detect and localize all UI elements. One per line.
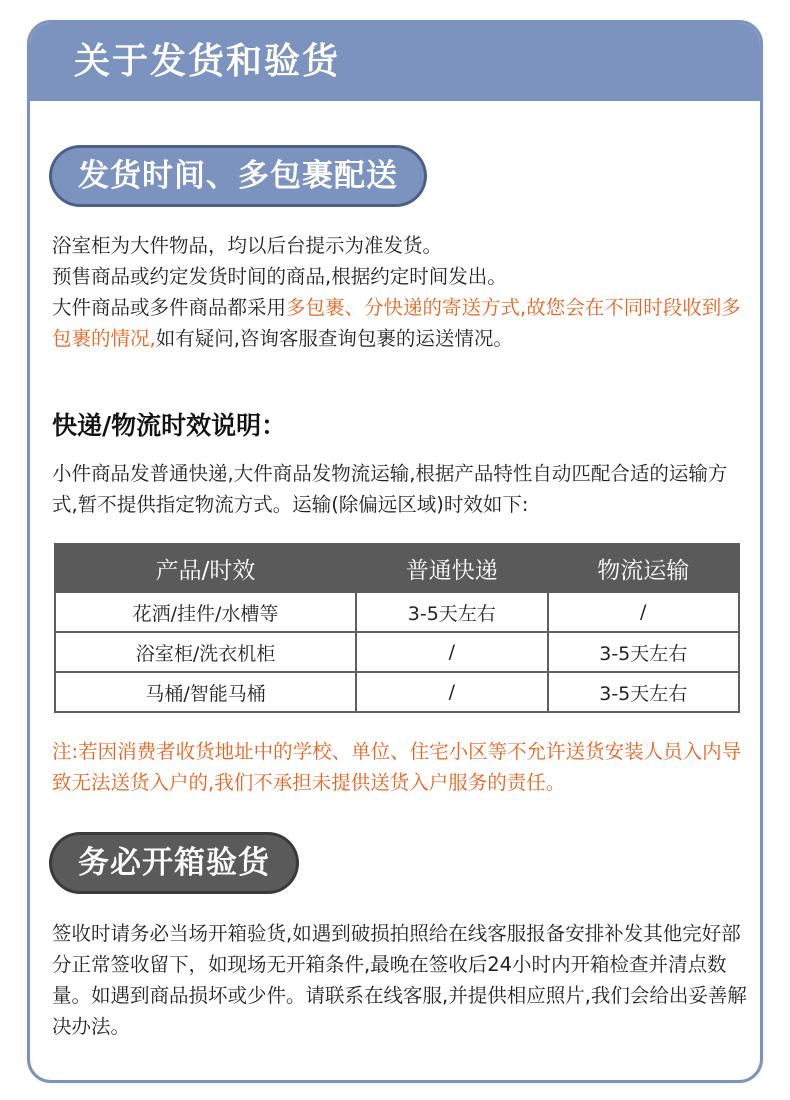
multi-package-highlight: 多包裹、分快递的寄送方式,故您会在不同时段收到多包裹的情况,: [52, 296, 741, 350]
table-cell: /: [548, 592, 739, 632]
section-shipping-time-label: 发货时间、多包裹配送: [52, 148, 424, 204]
shipping-line-1: 浴室柜为大件物品，均以后台提示为准发货。: [52, 234, 443, 257]
table-cell: 花洒/挂件/水槽等: [55, 592, 356, 632]
delivery-time-heading: 快递/物流时效说明：: [52, 411, 287, 440]
table-cell: 浴室柜/洗衣机柜: [55, 632, 356, 672]
table-row: [55, 672, 739, 712]
table-cell: /: [356, 672, 547, 712]
shipping-line-2: 预售商品或约定发货时间的商品,根据约定时间发出。: [52, 265, 507, 288]
table-row: [55, 592, 739, 632]
table-cell: 马桶/智能马桶: [55, 672, 356, 712]
table-row: [55, 632, 739, 672]
page-title: 关于发货和验货: [30, 23, 760, 101]
shipping-line-3: [52, 292, 752, 354]
table-cell: 3-5天左右: [548, 632, 739, 672]
shipping-line-3-normal: 大件商品或多件商品都采用: [52, 296, 287, 319]
table-cell: /: [356, 632, 547, 672]
delivery-time-table: [54, 543, 740, 713]
delivery-notice: 注:若因消费者收货地址中的学校、单位、住宅小区等不允许送货安装人员入内导致无法送货入户的,我们不承担未提供送货入户服务的责任。: [52, 740, 742, 794]
table-cell: 3-5天左右: [356, 592, 547, 632]
shipping-info-card: [27, 20, 763, 1083]
inspection-text: 签收时请务必当场开箱验货,如遇到破损拍照给在线客服报备安排补发其他完好部分正常签收留下，如现场无开箱条件,最晚在签收后24小时内开箱检查并清点数量。如遇到商品损坏或少件。请联系在线客服,并提供相应照片,我们会给出妥善解决办法。: [52, 922, 747, 1038]
section-inspection-label: 务必开箱验货: [52, 835, 296, 891]
table-header-logistics: 物流运输: [548, 544, 739, 592]
table-cell: 3-5天左右: [548, 672, 739, 712]
shipping-line-3-tail: 如有疑问,咨询客服查询包裹的运送情况。: [155, 327, 513, 350]
shipping-time-text: [52, 230, 752, 354]
table-header-row: [55, 544, 739, 592]
table-header-product: 产品/时效: [55, 544, 356, 592]
delivery-time-description: 小件商品发普通快递,大件商品发物流运输,根据产品特性自动匹配合适的运输方式,暂不提供指定物流方式。运输(除偏远区域)时效如下:: [52, 462, 728, 516]
table-header-express: 普通快递: [356, 544, 547, 592]
